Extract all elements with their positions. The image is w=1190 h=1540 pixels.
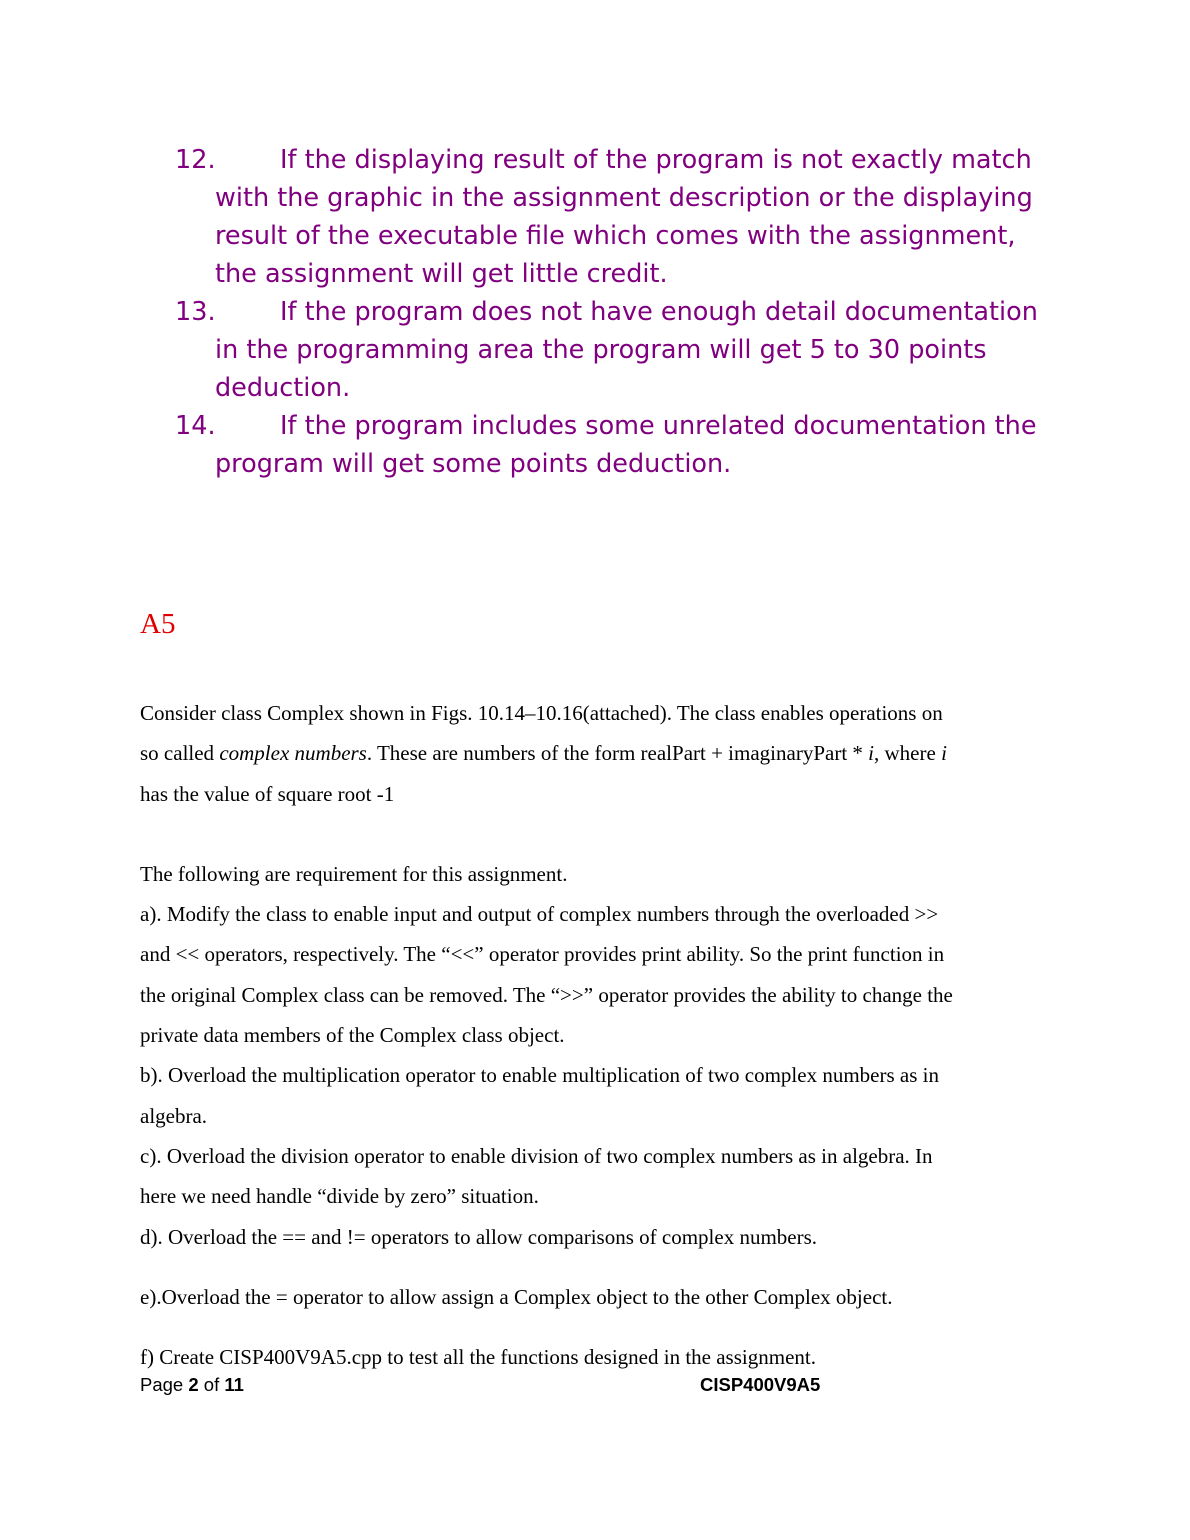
list-item-text: If the program does not have enough detail documentation <box>280 297 1038 327</box>
list-item-text: in the programming area the program will get 5 to 30 points <box>215 335 987 365</box>
intro-line: Consider class Complex shown in Figs. 10.14–10.16(attached). The class enables operations on <box>140 701 943 725</box>
section-heading: A5 <box>140 608 176 640</box>
requirements-intro: The following are requirement for this assignment. <box>140 861 568 886</box>
intro-line <box>140 733 1055 773</box>
list-item-text: with the graphic in the assignment description or the displaying <box>215 183 1033 213</box>
of-word: of <box>203 1374 220 1395</box>
list-item <box>175 407 1055 483</box>
page-number <box>140 1370 244 1400</box>
requirement-line: a). Modify the class to enable input and output of complex numbers through the overloaded >> <box>140 902 939 927</box>
list-item <box>175 141 1055 293</box>
intro-emphasis: i <box>941 741 947 766</box>
page-word: Page <box>140 1374 184 1395</box>
intro-text: , where <box>874 741 942 766</box>
intro-text: . These are numbers of the form realPart + imaginaryPart * <box>366 741 869 766</box>
requirement-line: the original Complex class can be removed. The “>>” operator provides the ability to change the <box>140 982 953 1007</box>
list-item-text: result of the executable file which comes with the assignment, <box>215 221 1016 251</box>
requirement-line: private data members of the Complex class object. <box>140 1023 565 1048</box>
requirement-line: e).Overload the = operator to allow assign a Complex object to the other Complex object. <box>140 1284 893 1309</box>
current-page: 2 <box>188 1374 199 1395</box>
list-item <box>175 293 1055 407</box>
list-item-number: 13. <box>175 297 216 327</box>
requirement-line: b). Overload the multiplication operator to enable multiplication of two complex numbers as in <box>140 1063 939 1088</box>
requirement-line: algebra. <box>140 1103 208 1128</box>
requirement-line: f) Create CISP400V9A5.cpp to test all the functions designed in the assignment. <box>140 1345 816 1370</box>
list-item-number: 12. <box>175 145 216 175</box>
requirement-line: d). Overload the == and != operators to allow comparisons of complex numbers. <box>140 1224 818 1249</box>
intro-emphasis: complex numbers <box>219 741 367 766</box>
list-item-text: program will get some points deduction. <box>215 449 732 479</box>
intro-text: so called <box>140 741 220 766</box>
assignment-body <box>140 693 1055 1377</box>
intro-line: has the value of square root -1 <box>140 781 395 806</box>
intro-emphasis: i <box>868 741 874 766</box>
list-item-text: If the program includes some unrelated documentation the <box>280 411 1037 441</box>
requirement-line: here we need handle “divide by zero” situation. <box>140 1184 539 1209</box>
requirement-line: and << operators, respectively. The “<<” operator provides print ability. So the print function in <box>140 942 945 967</box>
list-item-text: the assignment will get little credit. <box>215 259 668 289</box>
total-pages: 11 <box>224 1374 244 1395</box>
list-item-text: If the displaying result of the program is not exactly match <box>280 145 1032 175</box>
page-footer <box>140 1370 1040 1400</box>
requirement-line: c). Overload the division operator to enable division of two complex numbers as in algebra. In <box>140 1143 933 1168</box>
list-item-number: 14. <box>175 411 216 441</box>
list-item-text: deduction. <box>215 373 351 403</box>
document-code: CISP400V9A5 <box>700 1374 821 1395</box>
numbered-list <box>175 141 1055 483</box>
